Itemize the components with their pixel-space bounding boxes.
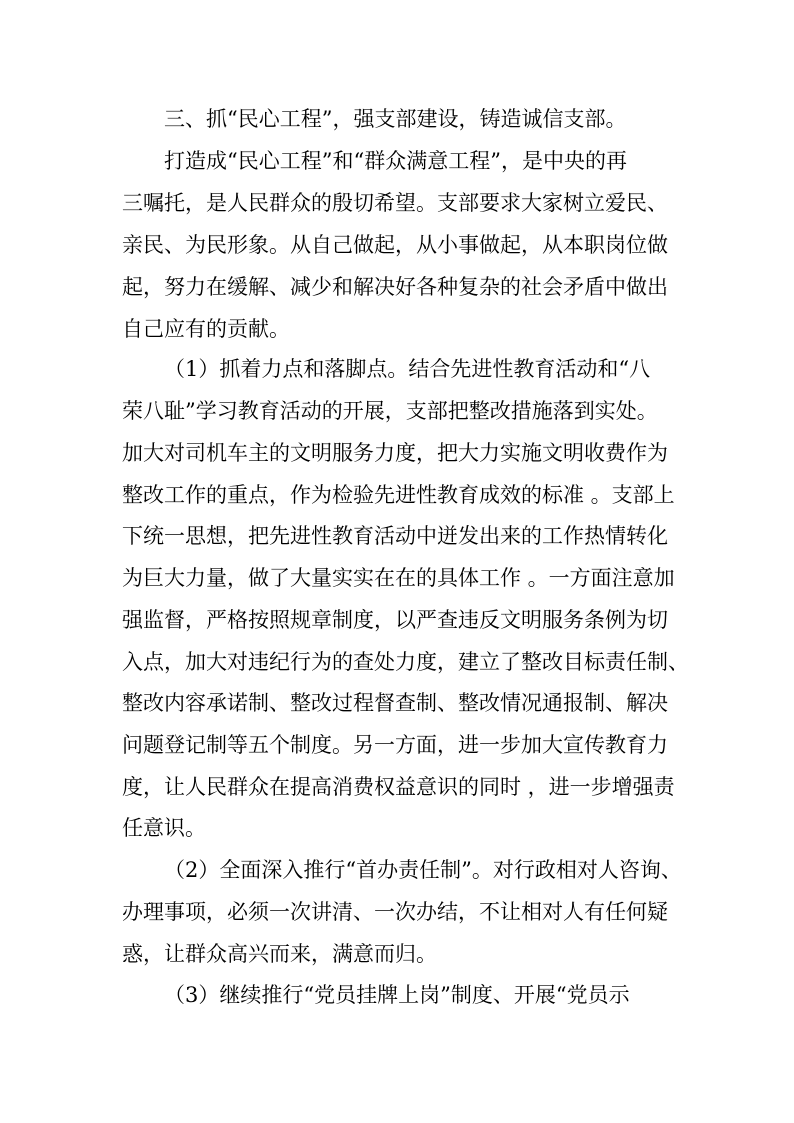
paragraph-line: 三嘱托，是人民群众的殷切希望。支部要求大家树立爱民、 bbox=[122, 191, 668, 215]
section-heading: 三、抓“民心工程”，强支部建设，铸造诚信支部。 bbox=[164, 107, 627, 131]
paragraph-line: 任意识。 bbox=[122, 816, 206, 840]
paragraph-line: 起，努力在缓解、减少和解决好各种复杂的社会矛盾中做出 bbox=[122, 275, 668, 299]
paragraph-line: 强监督，严格按照规章制度，以严查违反文明服务条例为切 bbox=[122, 608, 668, 632]
paragraph-line: 为巨大力量，做了大量实实在在的具体工作 。一方面注意加 bbox=[122, 566, 675, 590]
paragraph-line: 加大对司机车主的文明服务力度，把大力实施文明收费作为 bbox=[122, 441, 668, 465]
paragraph-line: 办理事项，必须一次讲清、一次办结，不让相对人有任何疑 bbox=[122, 900, 668, 924]
paragraph-line: （3）继续推行“党员挂牌上岗”制度、开展“党员示 bbox=[164, 983, 630, 1007]
paragraph-line: 自己应有的贡献。 bbox=[122, 317, 290, 341]
paragraph-line: （2）全面深入推行“首办责任制”。对行政相对人咨询、 bbox=[164, 858, 682, 882]
paragraph-line: 整改内容承诺制、整改过程督查制、整改情况通报制、解决 bbox=[122, 691, 668, 715]
paragraph-line: 亲民、为民形象。从自己做起，从小事做起，从本职岗位做 bbox=[122, 233, 668, 257]
paragraph-line: 整改工作的重点，作为检验先进性教育成效的标准 。支部上 bbox=[122, 483, 675, 507]
paragraph-line: 度，让人民群众在提高消费权益意识的同时 ，进一步增强责 bbox=[122, 775, 675, 799]
paragraph-line: 荣八耻”学习教育活动的开展，支部把整改措施落到实处。 bbox=[122, 399, 658, 423]
paragraph-line: 入点，加大对违纪行为的查处力度，建立了整改目标责任制、 bbox=[122, 650, 689, 674]
paragraph-line: 惑，让群众高兴而来，满意而归。 bbox=[122, 942, 437, 966]
paragraph-line: 打造成“民心工程”和“群众满意工程”，是中央的再 bbox=[164, 149, 627, 173]
paragraph-line: 问题登记制等五个制度。另一方面，进一步加大宣传教育力 bbox=[122, 733, 668, 757]
paragraph-line: 下统一思想，把先进性教育活动中迸发出来的工作热情转化 bbox=[122, 524, 668, 548]
paragraph-line: （1）抓着力点和落脚点。结合先进性教育活动和“八 bbox=[164, 357, 651, 381]
